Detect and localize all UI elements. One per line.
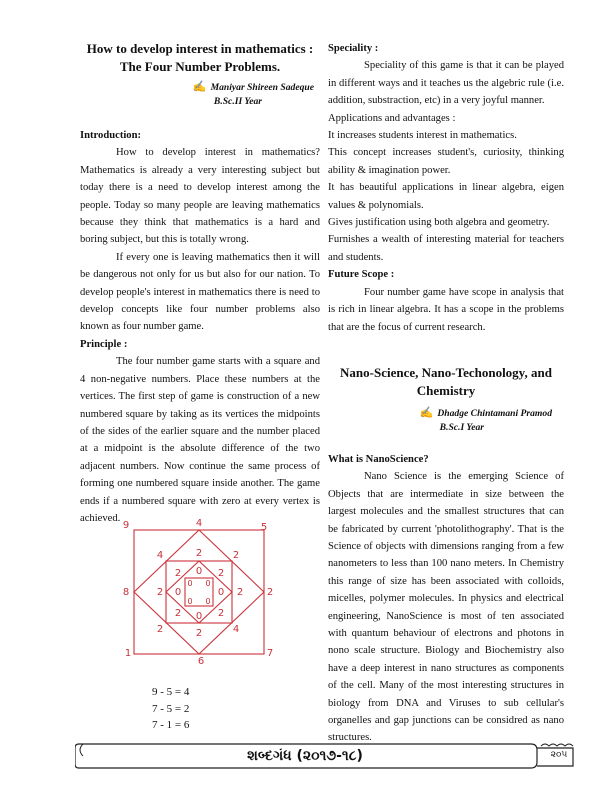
figure-label: 2 [217,608,225,619]
applications-line: Gives justification using both algebra and geometry. [328,217,550,229]
figure-label: 0 [187,597,193,606]
footer-title: શબ્દગંધ (૨૦૧૭-૧૮) [247,748,363,764]
figure-label: 7 [266,648,274,659]
footer-banner [75,740,575,770]
four-number-figure [112,516,292,666]
section-heading-what-is-nanoscience: What is NanoScience? [328,453,429,465]
figure-label: 2 [232,550,240,561]
figure-label: 0 [174,587,182,598]
figure-label: 2 [156,624,164,635]
paragraph-intro-2: If every one is leaving mathematics then it will be dangerous not only for us but also for our nation. To develop people's interest in mathematics there is need to develop concepts like four number problems also known as four number game. [80,251,320,333]
figure-label: 0 [205,597,211,606]
pen-icon: ✍ [192,81,207,93]
equation: 7 - 1 = 6 [152,719,190,731]
figure-label: 2 [217,568,225,579]
author-degree: B.Sc.II Year [213,96,262,107]
author-name: Dhadge Chintamani Pramod [437,407,552,419]
figure-label: 2 [236,587,244,598]
figure-label: 2 [156,587,164,598]
equation: 9 - 5 = 4 [152,686,190,698]
paragraph-principle: The four number game starts with a square and 4 non-negative numbers. Place these numbers at the vertices. The first step of game is construction of a new numbered square by taking as its vertices the midpoints of the sides of the earlier square and the number placed at a midpoint is the absolute difference of the two adjacent numbers. Now continue the same process of forming one numbered square inside another. The game ends if a numbered square with zero at every vertex is achieved. [80,356,320,524]
applications-line: It has beautiful applications in linear algebra, eigen values & polynomials. [328,182,564,211]
article-title: How to develop interest in mathematics : The Four Number Problems. [86,41,314,74]
figure-label: 4 [195,518,203,529]
figure-label: 4 [232,624,240,635]
section-heading-speciality: Speciality : [328,43,379,54]
figure-label: 2 [174,608,182,619]
left-column [80,40,320,527]
paragraph-speciality: Speciality of this game is that it can be played in different ways and it teaches us the algebric rule (i.e. addition, substraction, etc) in a very joyful manner. [328,60,564,107]
figure-label: 0 [195,566,203,577]
figure-label: 0 [205,579,211,588]
equation: 7 - 5 = 2 [152,702,190,715]
figure-label: 1 [124,648,132,659]
figure-label: 2 [266,587,274,598]
right-column [328,40,564,764]
equations-block [152,684,189,734]
applications-line: Furnishes a wealth of interesting material for teachers and students. [328,234,564,263]
article2-title: Nano-Science, Nano-Techonology, and Chemistry [340,364,552,398]
figure-label: 2 [195,548,203,559]
paragraph-nanoscience: Nano Science is the emerging Science of Objects that are intermediate in size between the largest molecules and the smallest structures that can be fabricated by current 'photolithography'. That is the Science of objects with dimensions ranging from a few nanometers to less than 100 nano meters. In Chemistry this range of size has been associated with colloids, micelles, polymer molecules. In physics and electrical engineering, NanoScience is most of ten associated with quantum behaviour of electrons and photons in nono scale structure. Biology and Biochemistry also have a deep interest in nano structures as components of the cell. Many of the most interesting structures in biology from DNA and Viruses to sub cellular's organelles and gap junctions can be considred as nano structures. [328,471,564,744]
author-line [328,406,552,421]
figure-label: 2 [174,568,182,579]
paragraph-future-scope: Four number game have scope in analysis that is rich in linear algebra. It has a scope in the problems that are the focus of current research. [328,286,564,333]
applications-line: This concept increases student's, curiosity, thinking ability & imagination power. [328,147,564,176]
applications-line: Applications and advantages : [328,112,456,124]
figure-label: 4 [156,550,164,561]
paragraph-intro-1: How to develop interest in mathematics? Mathematics is already a very interesting subject but today there is a need to develop interest among the people. Today so many people are leaving mathematics because they think that mathematics is a hard and boring subject, but this is totally wrong. [80,147,320,246]
figure-label: 0 [187,579,193,588]
figure-label: 0 [217,587,225,598]
section-heading-future-scope: Future Scope : [328,269,395,281]
page-number: ૨૦૫ [550,750,568,760]
applications-line: It increases students interest in mathematics. [328,130,517,142]
figure-label: 6 [197,656,205,666]
section-heading-introduction: Introduction: [80,130,142,141]
author-degree: B.Sc.I Year [439,421,484,433]
figure-label: 2 [195,628,203,639]
author-line [80,80,314,95]
figure-label: 5 [260,522,268,533]
figure-label: 0 [195,611,203,622]
pen-icon: ✍ [419,406,434,419]
author-name: Maniyar Shireen Sadeque [210,82,314,93]
figure-label: 8 [122,587,130,598]
section-heading-principle: Principle : [80,338,128,350]
figure-label: 9 [122,520,130,531]
